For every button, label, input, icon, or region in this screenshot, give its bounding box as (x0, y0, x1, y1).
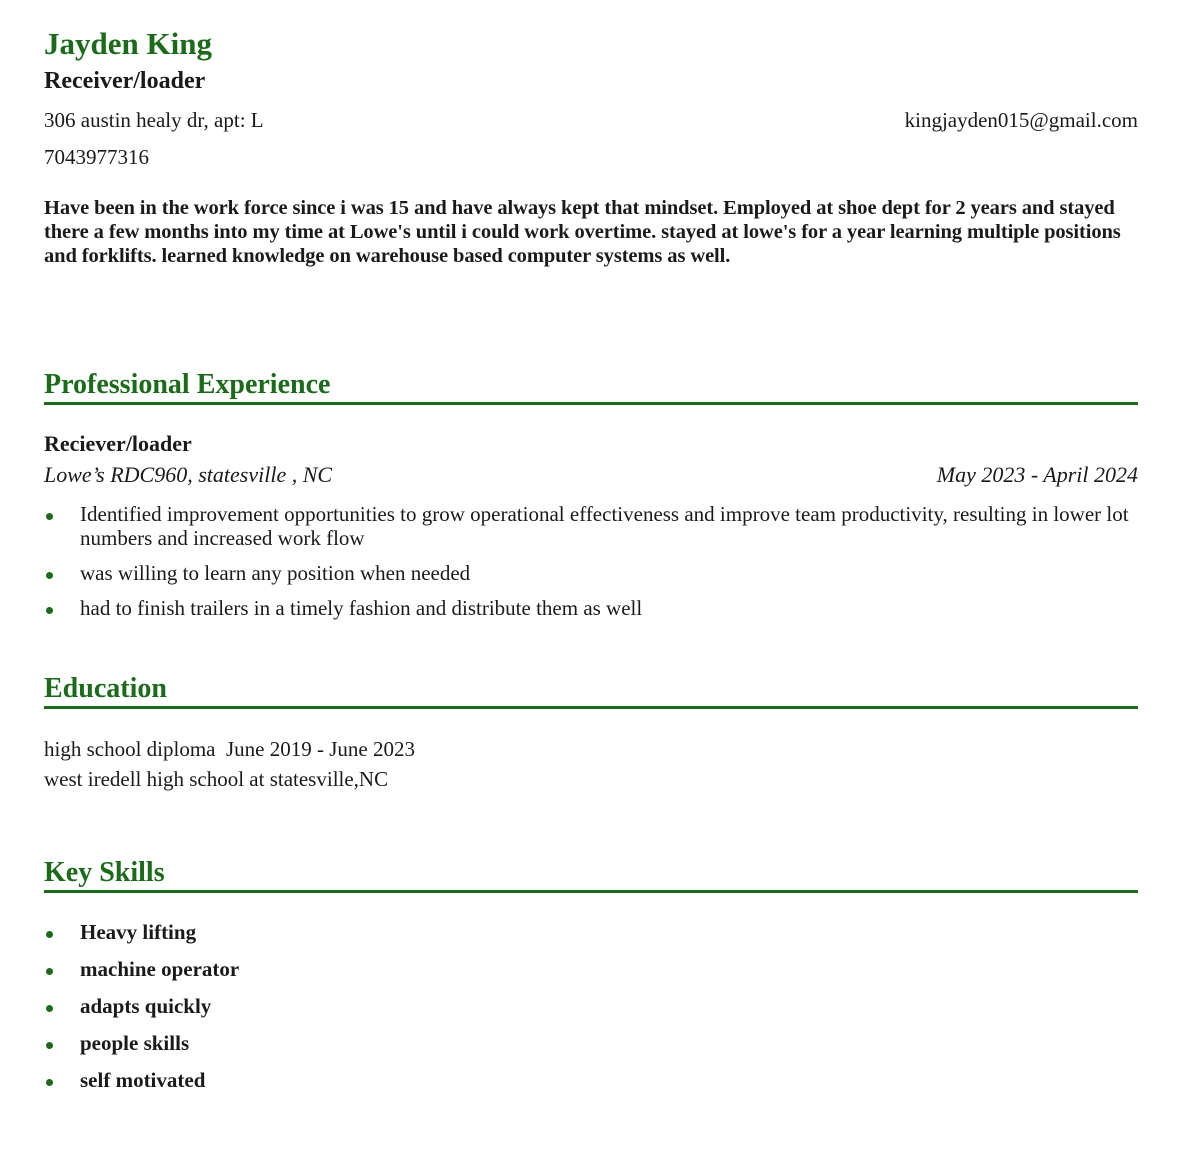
job-title: Reciever/loader (44, 431, 192, 456)
experience-bullet: Identified improvement opportunities to grow operational effectiveness and improve team productivity, resulting in lower lot numbers and increased work flow (44, 502, 1138, 550)
phone-number: 7043977316 (44, 145, 149, 169)
section-heading-experience: Professional Experience (44, 368, 1138, 405)
education-dates: June 2019 - June 2023 (226, 737, 415, 761)
skill-item: self motivated (44, 1068, 1138, 1092)
job-dates: May 2023 - April 2024 (936, 462, 1138, 487)
summary-paragraph: Have been in the work force since i was 15 and have always kept that mindset. Employed at shoe dept for 2 years and stayed there a few months into my time at Lowe's until i could work overtime. stayed at lowe's for a year learning multiple positions and forklifts. learned knowledge on warehouse based computer systems as well. (44, 197, 1121, 267)
section-heading-education: Education (44, 672, 1138, 709)
skill-item: Heavy lifting (44, 920, 1138, 944)
candidate-name: Jayden King (44, 26, 212, 61)
email-address: kingjayden015@gmail.com (904, 108, 1138, 132)
experience-bullet: had to finish trailers in a timely fashion and distribute them as well (44, 596, 1138, 620)
address: 306 austin healy dr, apt: L (44, 108, 264, 132)
experience-bullet-list (44, 502, 1138, 631)
skills-bullet-list (44, 920, 1138, 1105)
skill-item: adapts quickly (44, 994, 1138, 1018)
section-heading-skills: Key Skills (44, 856, 1138, 893)
candidate-title: Receiver/loader (44, 68, 206, 94)
education-degree: high school diploma (44, 737, 216, 761)
experience-bullet: was willing to learn any position when needed (44, 561, 1138, 585)
skill-item: people skills (44, 1031, 1138, 1055)
skill-item: machine operator (44, 957, 1138, 981)
education-degree-line (44, 735, 415, 763)
job-company: Lowe’s RDC960, statesville , NC (44, 462, 333, 487)
education-school: west iredell high school at statesville,NC (44, 767, 389, 791)
